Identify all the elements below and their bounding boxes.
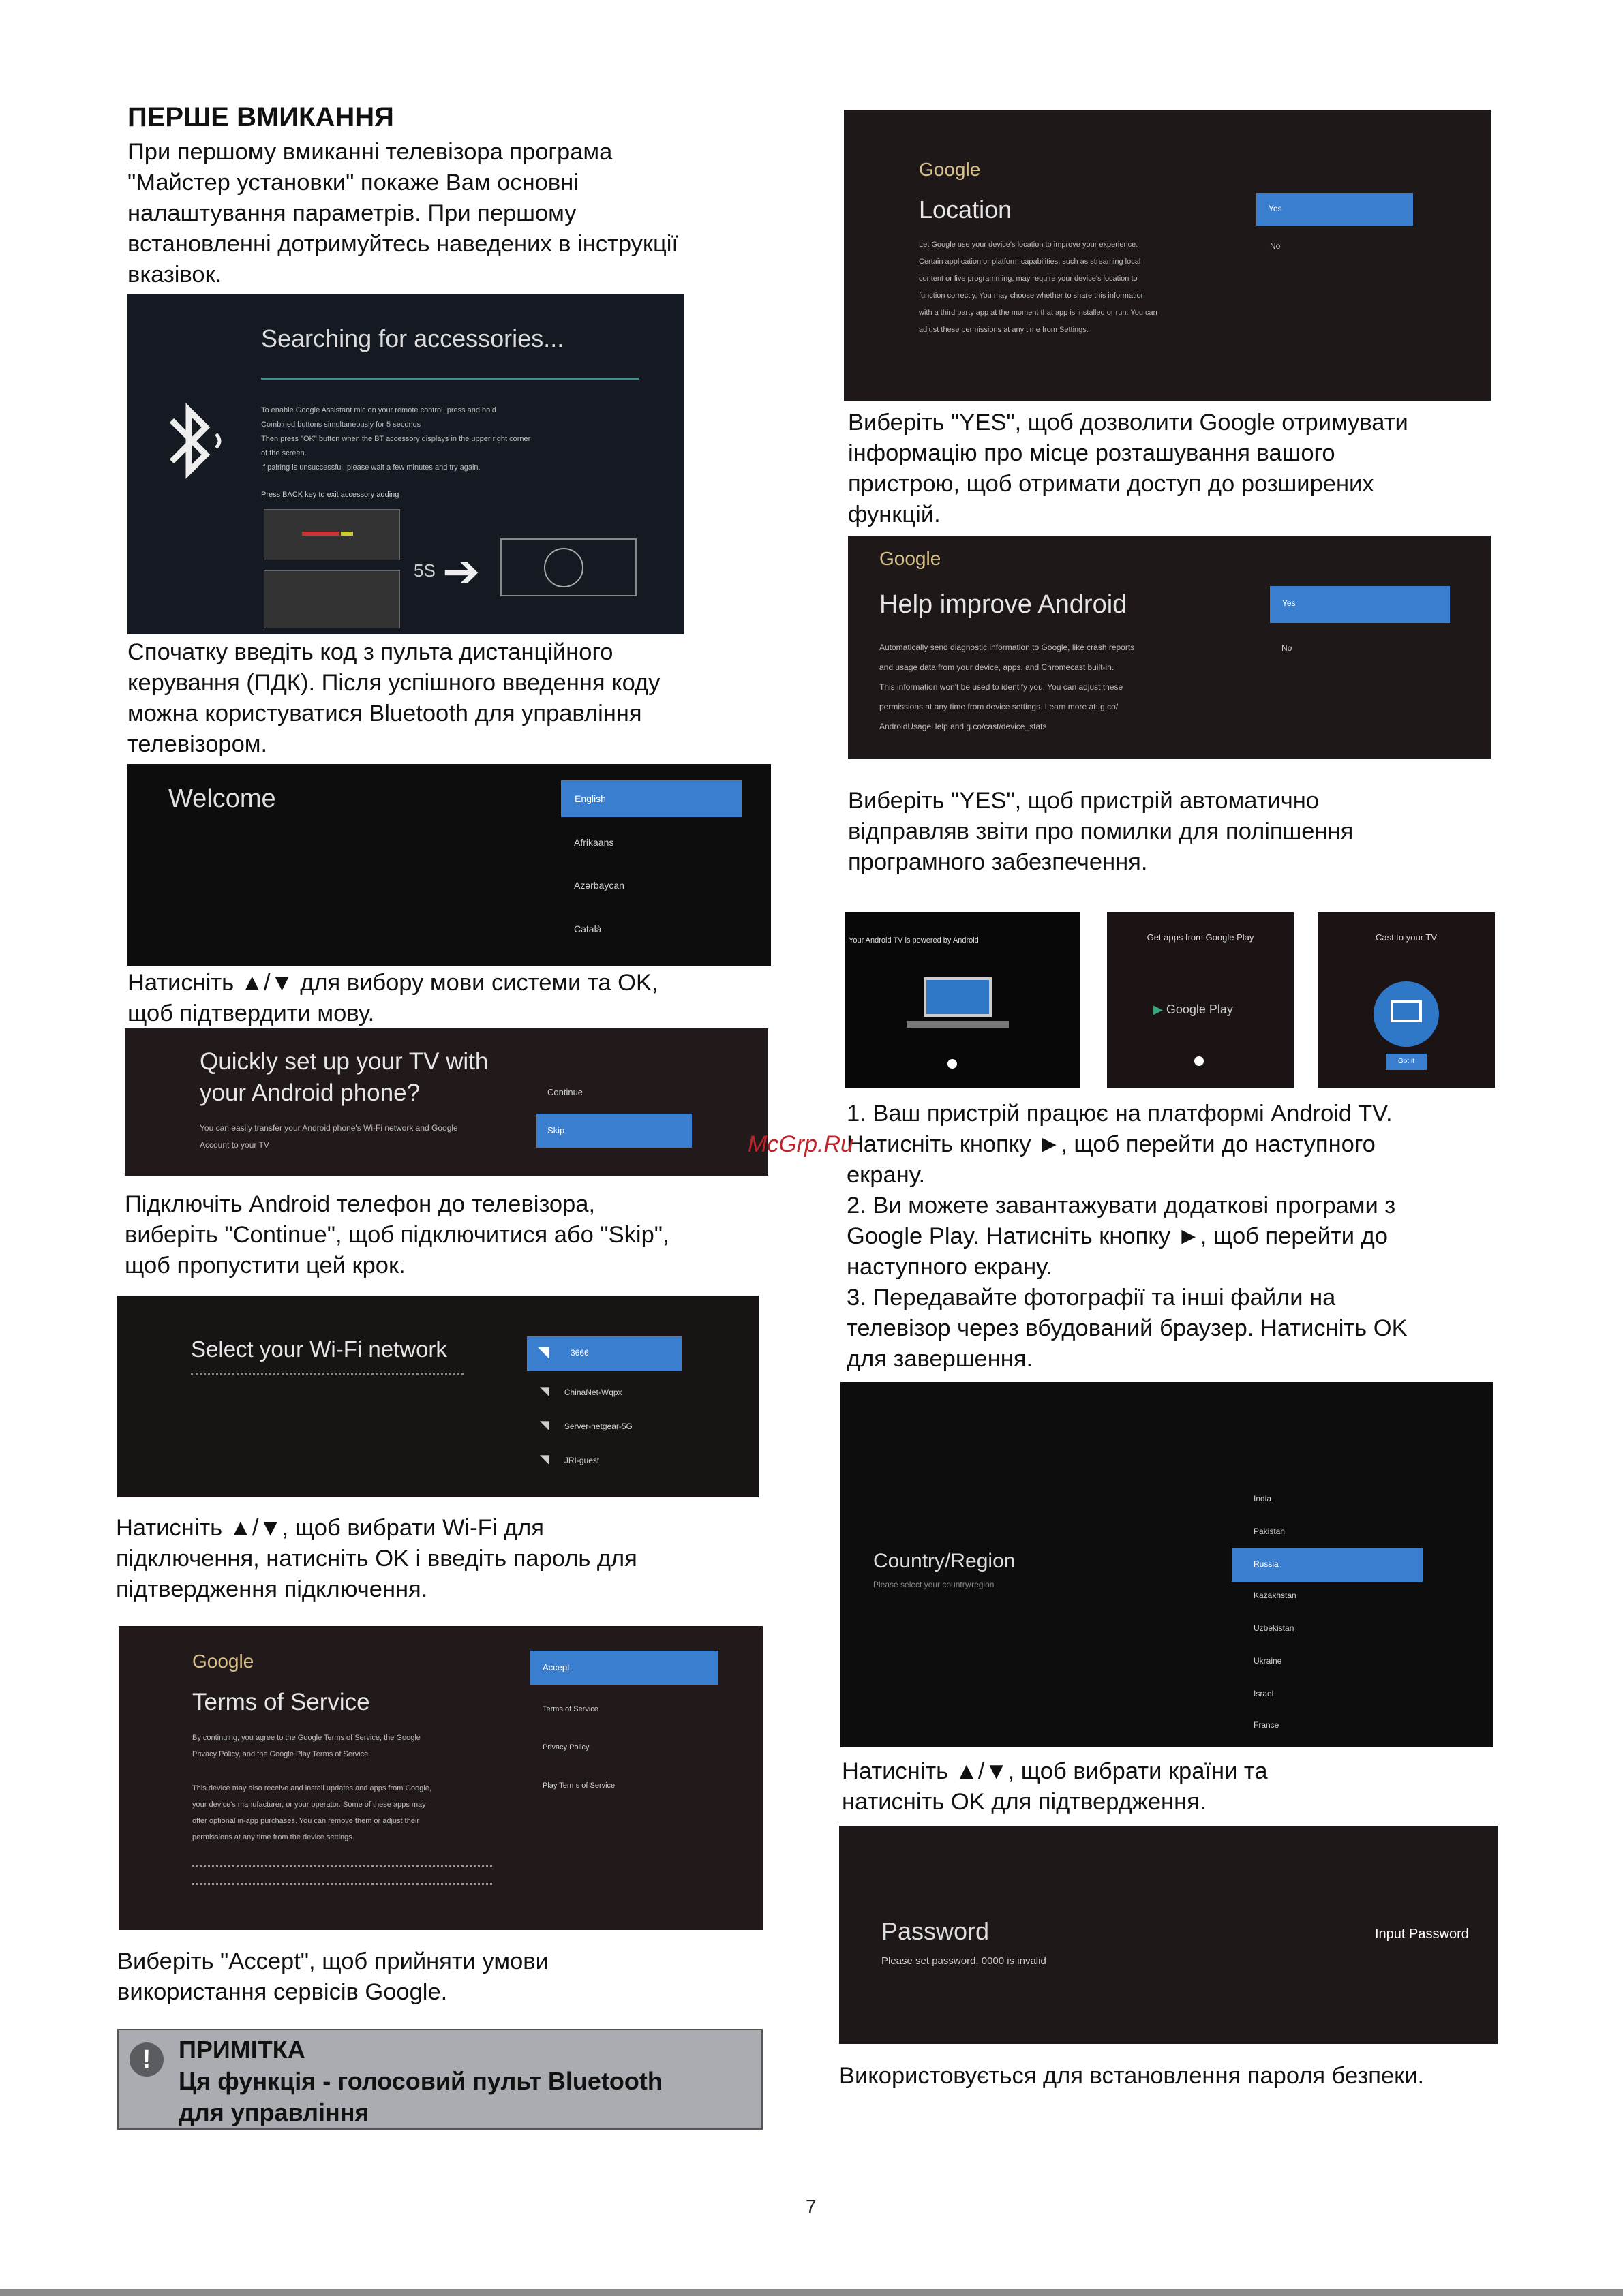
tv-stand [907, 1021, 1009, 1028]
wifi-network-selected[interactable]: ◥ 3666 [527, 1336, 682, 1371]
page-indicator [1194, 1056, 1204, 1066]
password-hint: Please set password. 0000 is invalid [881, 1955, 1046, 1967]
wifi-icon: ◥ [540, 1452, 549, 1466]
help-caption: Виберіть "YES", щоб пристрій автоматично відправляв звіти про помилки для поліпшення програмного забезпечення. [848, 788, 1354, 875]
cast-card-title: Cast to your TV [1375, 932, 1438, 943]
bluetooth-progress [261, 378, 639, 380]
bluetooth-body: To enable Google Assistant mic on your remote control, press and hold Combined buttons simultaneously for 5 seconds Then press "OK" button when the BT accessory displays in the upper right corner of the screen. If pairing is unsuccessful, please wait a few minutes and try again. [261, 406, 531, 472]
no-option[interactable]: No [1270, 241, 1281, 251]
country-option[interactable]: Israel [1254, 1689, 1274, 1698]
language-option-selected[interactable]: English [561, 780, 742, 817]
country-option-selected[interactable]: Russia [1232, 1548, 1423, 1582]
input-password-field[interactable]: Input Password [1375, 1927, 1469, 1942]
continue-option[interactable]: Continue [547, 1087, 583, 1097]
yes-option-selected[interactable]: Yes [1270, 586, 1450, 623]
bluetooth-caption: Спочатку введіть код з пульта дистанційного керування (ПДК). Після успішного введення коду можна користуватися Bluetooth для управління телевізором. [127, 639, 661, 757]
privacy-policy-link[interactable]: Privacy Policy [543, 1743, 590, 1751]
wifi-screen [117, 1296, 759, 1497]
page-title: ПЕРШЕ ВМИКАННЯ [127, 102, 394, 132]
accept-button[interactable]: Accept [530, 1651, 718, 1685]
yes-option-selected[interactable]: Yes [1256, 193, 1413, 226]
google-logo: Google [192, 1651, 254, 1672]
skip-option-selected[interactable]: Skip [536, 1114, 692, 1148]
welcome-title: Welcome [168, 784, 276, 813]
password-title: Password [881, 1917, 990, 1945]
bluetooth-screen [127, 294, 684, 634]
country-option[interactable]: India [1254, 1494, 1272, 1503]
android-tv-card-title: Your Android TV is powered by Android [849, 936, 979, 945]
wifi-title: Select your Wi-Fi network [191, 1336, 447, 1362]
country-caption: Натисніть ▲/▼, щоб вибрати країни та натисніть OK для підтвердження. [842, 1758, 1268, 1815]
tos-paragraph-2: This device may also receive and install updates and apps from Google, your device's manufacturer, or your operator. Some of these apps may offer optional in-app purchases. You can remove them or adjust their permissions at any time from the device settings. [192, 1784, 431, 1841]
bluetooth-back-hint: Press BACK key to exit accessory adding [261, 491, 399, 499]
wifi-network[interactable]: ◥ Server-netgear-5G [540, 1418, 633, 1432]
tos-paragraph-3 [192, 1865, 492, 1885]
help-improve-body: Automatically send diagnostic information to Google, like crash reports and usage data from your device, apps, and Chromecast built-in. This information won't be used to identify you. You can adjust these permissions at any time from device settings. Learn more at: g.co/ AndroidUsageHelp and g.co/cast/device_stats [879, 643, 1135, 731]
location-caption: Виберіть "YES", щоб дозволити Google отримувати інформацію про місце розташування вашого пристрою, щоб отримати доступ до розширених функцій. [848, 410, 1408, 527]
language-option[interactable]: Azərbaycan [574, 880, 624, 891]
welcome-screen [127, 764, 771, 966]
password-caption: Використовується для встановлення пароля безпеки. [839, 2063, 1425, 2089]
phone-setup-title: Quickly set up your TV with your Android phone? [200, 1048, 489, 1106]
wifi-caption: Натисніть ▲/▼, щоб вибрати Wi-Fi для підключення, натисніть OK і введіть пароль для підтвердження підключення. [116, 1515, 637, 1602]
phone-setup-screen [125, 1028, 768, 1176]
country-option[interactable]: Ukraine [1254, 1656, 1282, 1666]
note-text: Ця функція - голосовий пульт Bluetooth для управління [179, 2067, 663, 2126]
help-improve-title: Help improve Android [879, 590, 1127, 619]
play-icon: ▶ [1153, 1002, 1163, 1016]
language-option[interactable]: Afrikaans [574, 837, 614, 848]
country-option[interactable]: Uzbekistan [1254, 1623, 1294, 1633]
cast-card [1318, 912, 1495, 1088]
country-region-subtitle: Please select your country/region [873, 1580, 995, 1589]
google-play-card-title: Get apps from Google Play [1147, 932, 1254, 943]
page-bottom-bar [0, 2289, 1623, 2296]
wifi-icon: ◥ [538, 1343, 549, 1360]
google-play-card [1107, 912, 1294, 1088]
remote-illustration-top [264, 509, 400, 560]
remote-target-illustration [500, 538, 637, 596]
note-box [117, 2029, 763, 2130]
page-number: 7 [806, 2196, 817, 2217]
got-it-button[interactable]: Got it [1386, 1054, 1427, 1070]
location-title: Location [919, 196, 1012, 224]
remote-illustration-bottom [264, 570, 400, 628]
exclamation-icon: ! [130, 2042, 164, 2077]
country-option[interactable]: Pakistan [1254, 1527, 1286, 1536]
location-body: Let Google use your device's location to improve your experience. Certain application or platform capabilities, such as streaming local content or live programming, may require your device's location to function correctly. You may choose whether to share this information with a third party app at the moment that app is installed or run. You can adjust these permissions at any time from Settings. [919, 241, 1157, 334]
bluetooth-title: Searching for accessories... [261, 324, 564, 352]
tos-paragraph-1: By continuing, you agree to the Google Terms of Service, the Google Privacy Policy, and the Google Play Terms of Service. [192, 1734, 421, 1758]
wifi-network[interactable]: ◥ ChinaNet-Wqpx [540, 1384, 622, 1398]
tos-title: Terms of Service [192, 1689, 370, 1715]
play-terms-link[interactable]: Play Terms of Service [543, 1781, 616, 1790]
google-play-logo: ▶ Google Play [1153, 1002, 1233, 1016]
google-logo: Google [919, 159, 981, 180]
note-content [179, 2034, 663, 2128]
country-option[interactable]: Kazakhstan [1254, 1591, 1296, 1600]
tv-illustration [924, 977, 992, 1017]
android-tv-caption: 1. Ваш пристрій працює на платформі Android TV. Натисніть кнопку ►, щоб перейти до наступного екрану. 2. Ви можете завантажувати додаткові програми з Google Play. Натисніть кнопку ►, щоб перейти до наступного екрану. 3. Передавайте фотографії та інші файли на телевізор через вбудований браузер. Натисніть OK для завершення. [847, 1101, 1408, 1372]
android-tv-card [845, 912, 1080, 1088]
google-logo: Google [879, 548, 941, 569]
wifi-icon: ◥ [540, 1384, 549, 1398]
wifi-network[interactable]: ◥ JRI-guest [540, 1452, 600, 1466]
country-option[interactable]: France [1254, 1720, 1279, 1730]
wifi-subtitle-line [191, 1373, 464, 1376]
location-screen [844, 110, 1491, 401]
intro-text: При першому вмиканні телевізора програма "Майстер установки" покаже Вам основні налаштування параметрів. При першому встановленні дотримуйтесь наведених в інструкції вказівок. [127, 139, 679, 288]
help-improve-screen [848, 536, 1491, 759]
language-option[interactable]: Català [574, 923, 602, 934]
country-region-title: Country/Region [873, 1550, 1016, 1572]
watermark: McGrp.Ru [748, 1131, 853, 1157]
phone-setup-body: You can easily transfer your Android phone's Wi-Fi network and Google Account to your TV [200, 1123, 458, 1150]
cast-icon [1374, 981, 1439, 1047]
page-indicator [947, 1059, 957, 1069]
no-option[interactable]: No [1281, 643, 1292, 653]
tos-caption: Виберіть "Accept", щоб прийняти умови використання сервісів Google. [117, 1948, 549, 2005]
welcome-caption: Натисніть ▲/▼ для вибору мови системи та OK, щоб підтвердити мову. [127, 970, 658, 1026]
arrow-right-icon: ➔ [442, 546, 481, 596]
note-title: ПРИМІТКА [179, 2036, 305, 2064]
wifi-icon: ◥ [540, 1418, 549, 1432]
tos-link[interactable]: Terms of Service [543, 1705, 598, 1713]
phone-caption: Підключіть Android телефон до телевізора, виберіть "Continue", щоб підключитися або "Skip", щоб пропустити цей крок. [125, 1191, 669, 1279]
tos-screen [119, 1626, 763, 1930]
password-screen [839, 1826, 1498, 2044]
country-region-screen [840, 1382, 1493, 1747]
timer-label: 5S [414, 560, 436, 581]
bluetooth-icon [158, 397, 233, 485]
